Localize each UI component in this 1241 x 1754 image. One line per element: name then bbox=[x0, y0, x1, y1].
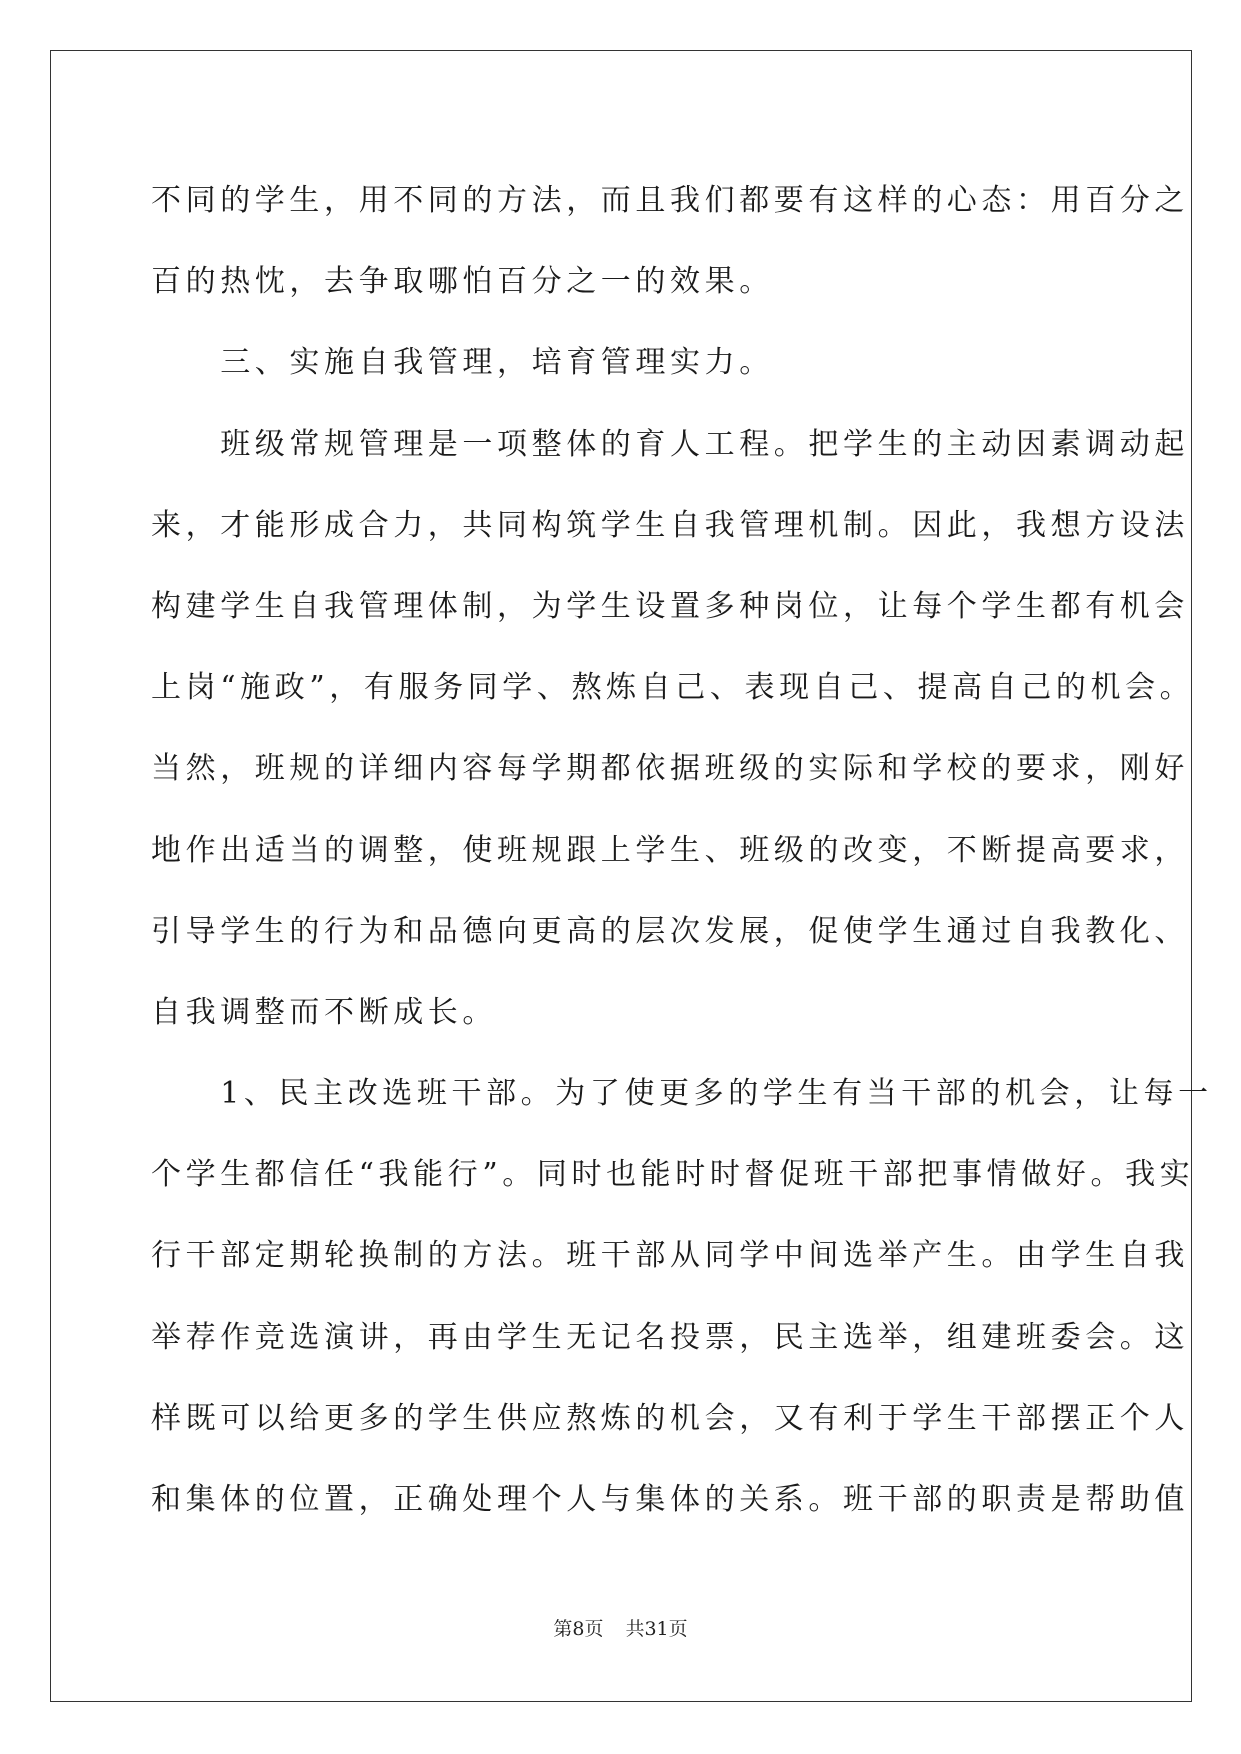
text-line: 举荐作竞选演讲，再由学生无记名投票，民主选举，组建班委会。这 bbox=[151, 1319, 1189, 1355]
text-line: 个学生都信任“我能行”。同时也能时时督促班干部把事情做好。我实 bbox=[151, 1157, 1195, 1193]
text-line: 引导学生的行为和品德向更高的层次发展，促使学生通过自我教化、 bbox=[151, 913, 1189, 949]
page-number: 第8页 bbox=[553, 1618, 604, 1640]
text-line: 自我调整而不断成长。 bbox=[151, 994, 497, 1030]
text-line: 行干部定期轮换制的方法。班干部从同学中间选举产生。由学生自我 bbox=[151, 1238, 1189, 1274]
text-line: 当然，班规的详细内容每学期都依据班级的实际和学校的要求，刚好 bbox=[151, 751, 1189, 787]
text-line: 百的热忱，去争取哪怕百分之一的效果。 bbox=[151, 264, 774, 300]
page-total: 共31页 bbox=[625, 1618, 688, 1640]
text-line: 上岗“施政”，有服务同学、熬炼自己、表现自己、提高自己的机会。 bbox=[151, 670, 1195, 706]
text-line: 班级常规管理是一项整体的育人工程。把学生的主动因素调动起 bbox=[151, 426, 1189, 462]
text-line: 构建学生自我管理体制，为学生设置多种岗位，让每个学生都有机会 bbox=[151, 588, 1189, 624]
section-heading: 三、实施自我管理，培育管理实力。 bbox=[151, 345, 774, 381]
text-line: 来，才能形成合力，共同构筑学生自我管理机制。因此，我想方设法 bbox=[151, 507, 1189, 543]
text-line: 1、民主改选班干部。为了使更多的学生有当干部的机会，让每一 bbox=[151, 1076, 1213, 1112]
document-body bbox=[151, 160, 1213, 1540]
text-line: 和集体的位置，正确处理个人与集体的关系。班干部的职责是帮助值 bbox=[151, 1482, 1189, 1517]
text-line: 不同的学生，用不同的方法，而且我们都要有这样的心态：用百分之 bbox=[151, 183, 1189, 218]
text-line: 地作出适当的调整，使班规跟上学生、班级的改变，不断提高要求， bbox=[151, 832, 1189, 868]
text-line: 样既可以给更多的学生供应熬炼的机会，又有利于学生干部摆正个人 bbox=[151, 1400, 1189, 1436]
page-footer bbox=[0, 1617, 1241, 1641]
